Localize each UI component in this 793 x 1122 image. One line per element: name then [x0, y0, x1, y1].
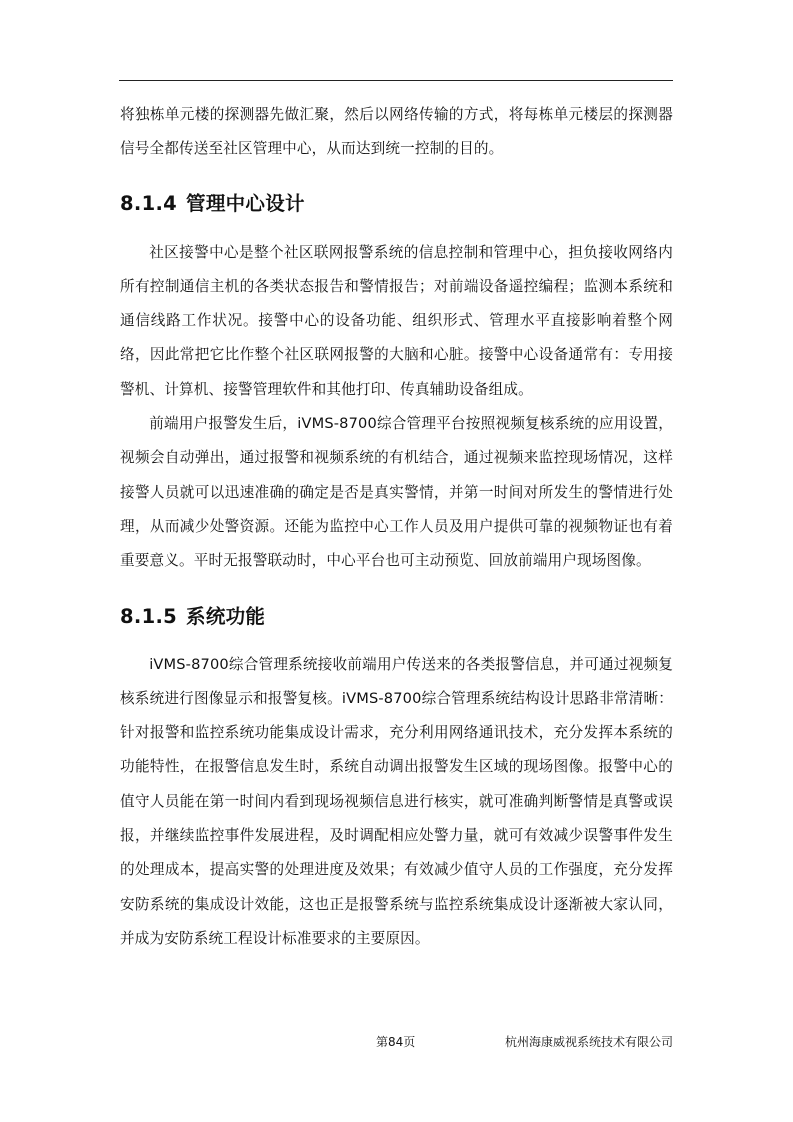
paragraph-system-functions: iVMS-8700综合管理系统接收前端用户传送来的各类报警信息，并可通过视频复核系统进行图像显示和报警复核。iVMS-8700综合管理系统结构设计思路非常清晰：针对报警和监控系统功能集成设计需求，充分利用网络通讯技术，充分发挥本系统的功能特性，在报警信息发生时，系统自动调出报警发生区域的现场图像。报警中心的值守人员能在第一时间内看到现场视频信息进行核实，就可准确判断警情是真警或误报，并继续监控事件发展进程，及时调配相应处警力量，就可有效减少误警事件发生的处理成本，提高实警的处理进度及效果；有效减少值守人员的工作强度，充分发挥安防系统的集成设计效能，这也正是报警系统与监控系统集成设计逐渐被大家认同，并成为安防系统工程设计标准要求的主要原因。 [120, 655, 673, 947]
section-heading-8-1-5 [120, 604, 673, 630]
section-number: 8.1.4 [120, 191, 178, 215]
section-number: 8.1.5 [120, 604, 178, 628]
paragraph-management-center: 社区接警中心是整个社区联网报警系统的信息控制和管理中心，担负接收网络内所有控制通信主机的各类状态报告和警情报告；对前端设备遥控编程；监测本系统和通信线路工作状况。接警中心的设备功能、组织形式、管理水平直接影响着整个网络，因此常把它比作整个社区联网报警的大脑和心脏。接警中心设备通常有：专用接警机、计算机、接警管理软件和其他打印、传真辅助设备组成。 [120, 243, 673, 398]
header-rule [119, 80, 673, 81]
section-title: 管理中心设计 [186, 191, 305, 215]
paragraph-alarm-video-review: 前端用户报警发生后，iVMS-8700综合管理平台按照视频复核系统的应用设置，视频会自动弹出，通过报警和视频系统的有机结合，通过视频来监控现场情况，这样接警人员就可以迅速准确的确定是否是真实警情，并第一时间对所发生的警情进行处理，从而减少处警资源。还能为监控中心工作人员及用户提供可靠的视频物证也有着重要意义。平时无报警联动时，中心平台也可主动预览、回放前端用户现场图像。 [120, 415, 673, 570]
section-heading-8-1-4 [120, 191, 673, 217]
company-name: 杭州海康威视系统技术有限公司 [504, 1035, 673, 1049]
page-content [120, 98, 673, 956]
intro-paragraph: 将独栋单元楼的探测器先做汇聚，然后以网络传输的方式，将每栋单元楼层的探测器信号全都传送至社区管理中心，从而达到统一控制的目的。 [120, 106, 673, 158]
section-title: 系统功能 [186, 604, 266, 628]
page-number: 第84页 [376, 1035, 416, 1049]
